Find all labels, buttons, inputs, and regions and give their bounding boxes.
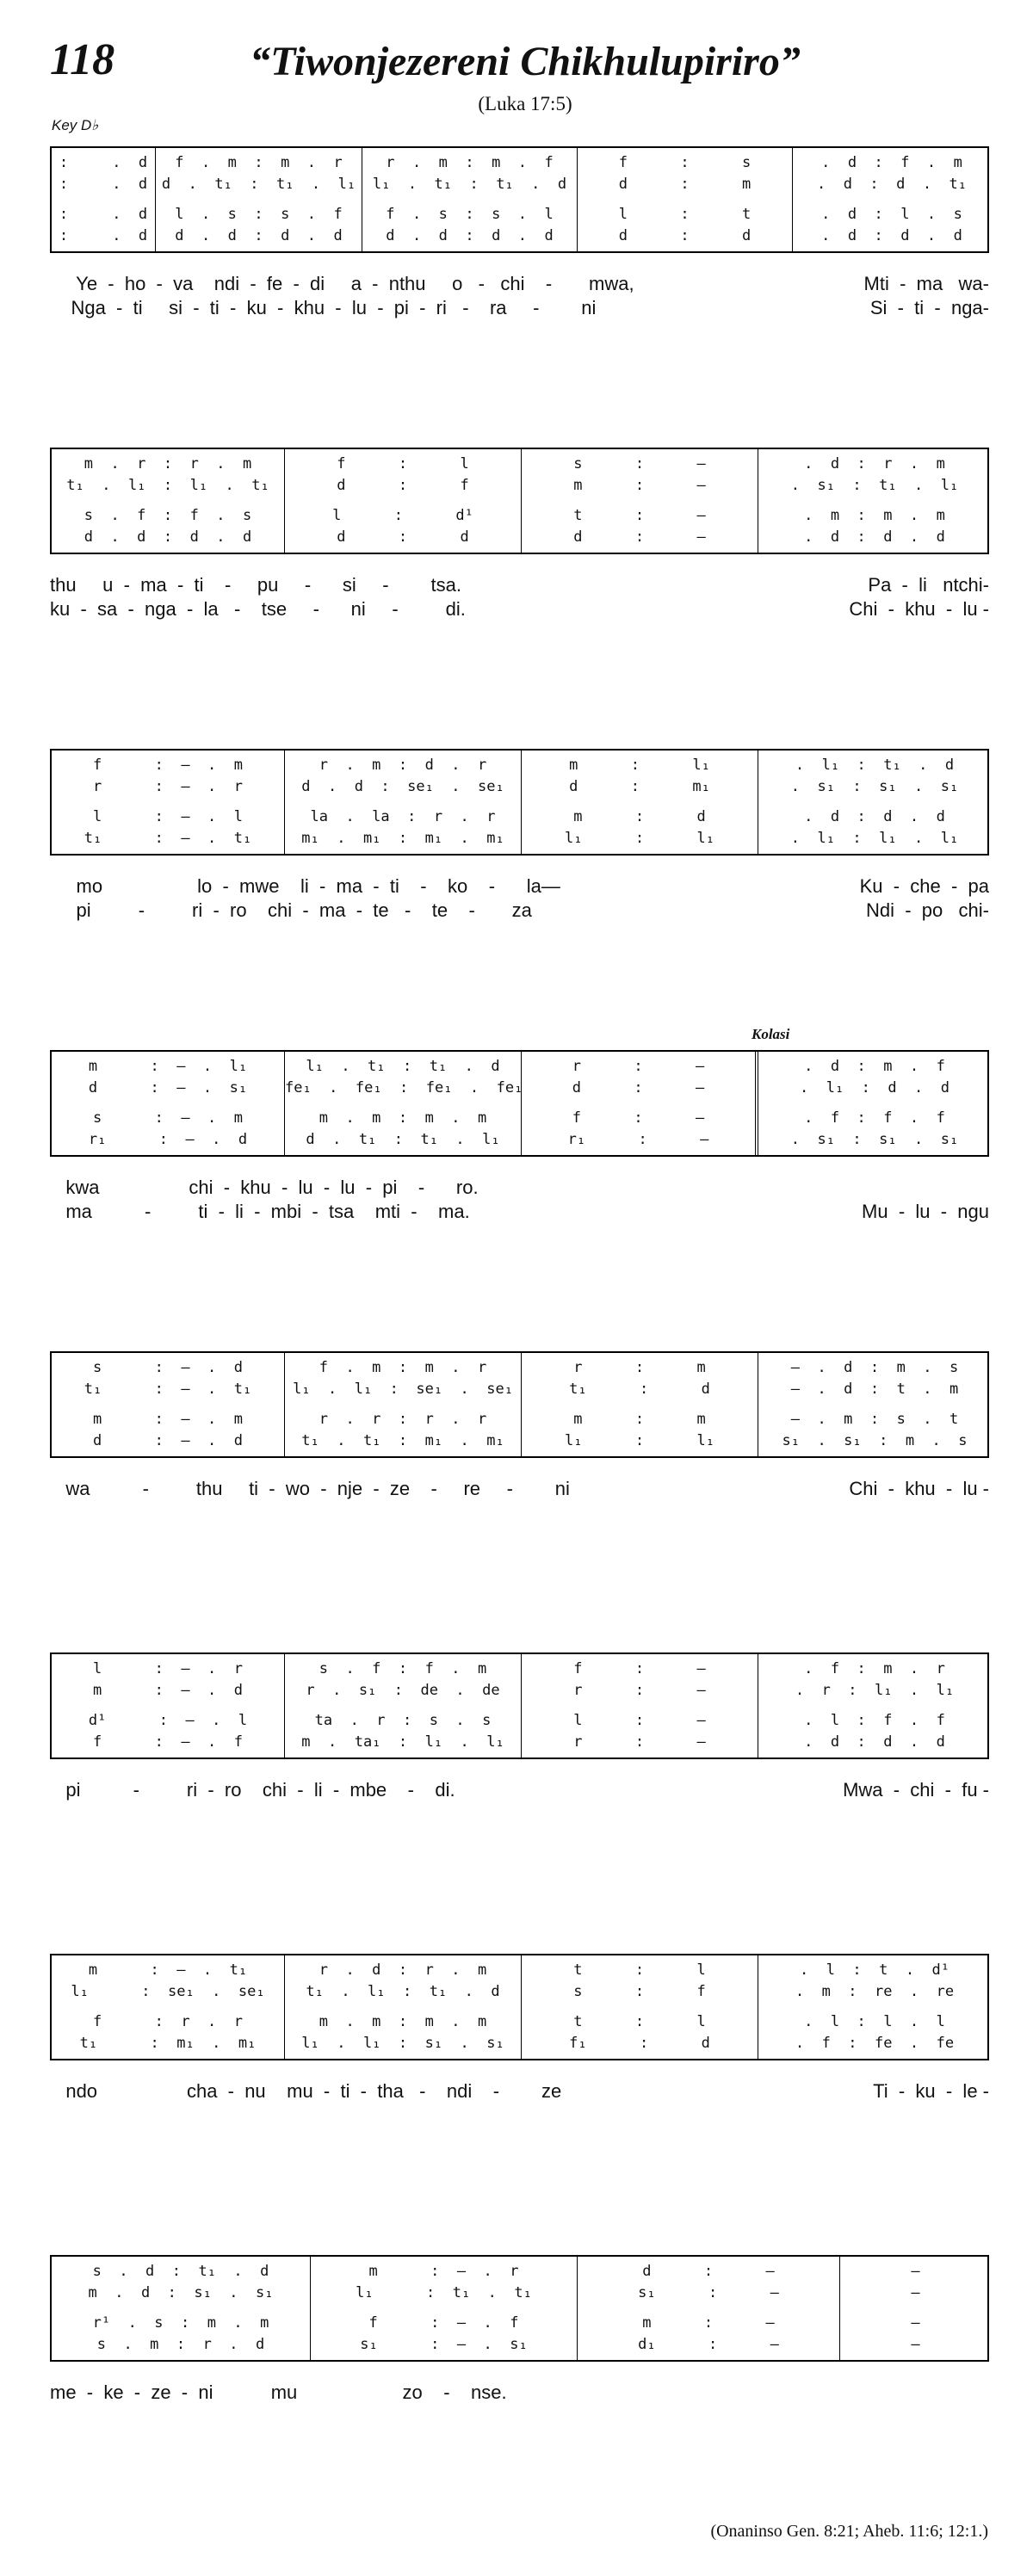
measure: [52, 751, 284, 854]
bass-part: d . d : d . d: [386, 227, 554, 244]
soprano-part: —: [911, 2263, 920, 2280]
staff-box: [50, 448, 989, 554]
soprano-part: s : – . d: [93, 1359, 243, 1376]
measure: [284, 1353, 521, 1456]
measure: [839, 2257, 991, 2360]
measure: [521, 449, 758, 553]
alto-part: t₁ . l₁ : l₁ . t₁: [66, 477, 269, 494]
tenor-part: l : d¹: [332, 507, 473, 524]
soprano-part: m : – . l₁: [88, 1058, 248, 1075]
measure: [284, 1052, 521, 1155]
lyric-pickup: Si - ti - nga-: [869, 297, 989, 318]
tenor-part: r . r : r . r: [319, 1411, 487, 1428]
measure: [521, 1353, 758, 1456]
lyric-text: thu u - ma - ti - pu - si - tsa.: [50, 574, 461, 596]
staff-box: [50, 1351, 989, 1458]
key-signature: Key D♭: [52, 117, 99, 133]
soprano-part: s . f : f . m: [319, 1660, 487, 1677]
alto-part: —: [911, 2284, 920, 2301]
bass-part: l₁ : l₁: [565, 1432, 714, 1449]
lyric-line: [50, 1176, 989, 1200]
alto-part: s₁ : —: [638, 2284, 779, 2301]
measure: [52, 148, 155, 251]
soprano-part: r . m : m . f: [386, 154, 554, 171]
soprano-part: r . m : d . r: [319, 757, 487, 774]
measure: [577, 148, 792, 251]
lyric-text: ku - sa - nga - la - tse - ni - di.: [50, 598, 466, 620]
tenor-part: . f : f . f: [804, 1109, 945, 1127]
lyric-pickup: Mwa - chi - fu -: [843, 1779, 989, 1801]
measure: [758, 1353, 991, 1456]
soprano-part: f . m : m . r: [319, 1359, 487, 1376]
soprano-part: m : l₁: [569, 757, 710, 774]
soprano-part: t : l: [573, 1961, 706, 1979]
measure: [792, 148, 991, 251]
lyric-pickup: Mti - ma wa-: [863, 273, 989, 294]
staff-box: [50, 146, 989, 253]
measure: [362, 148, 577, 251]
measure: [755, 1052, 991, 1155]
measure: [155, 148, 362, 251]
alto-part: l₁ . t₁ : t₁ . d: [372, 176, 567, 193]
alto-part: d : m₁: [569, 778, 710, 795]
tenor-part: . d : l . s: [821, 206, 962, 223]
soprano-part: r : m: [573, 1359, 706, 1376]
lyrics: [50, 2079, 989, 2103]
tenor-part: m . m : m . m: [319, 2013, 487, 2030]
measure: [52, 1955, 284, 2059]
bass-part: l₁ . l₁ : s₁ . s₁: [301, 2035, 504, 2052]
bass-part: d : – . d: [93, 1432, 243, 1449]
tenor-part: d¹ : – . l: [88, 1712, 248, 1729]
lyric-text: mo lo - mwe li - ma - ti - ko - la—: [50, 875, 560, 897]
staff-box: [50, 1050, 989, 1157]
tenor-part: . m : m . m: [804, 507, 945, 524]
tenor-part: . d : d . d: [804, 808, 945, 825]
bass-part: s₁ . s₁ : m . s: [782, 1432, 968, 1449]
soprano-part: : . d: [59, 154, 148, 171]
soprano-part: f : s: [618, 154, 752, 171]
tenor-part: ta . r : s . s: [314, 1712, 492, 1729]
lyric-text: ma - ti - li - mbi - tsa mti - ma.: [50, 1201, 470, 1222]
tenor-part: m . m : m . m: [319, 1109, 487, 1127]
measure: [52, 1353, 284, 1456]
soprano-part: m : – . t₁: [88, 1961, 248, 1979]
alto-part: . d : d . t₁: [817, 176, 967, 193]
soprano-part: s . d : t₁ . d: [92, 2263, 269, 2280]
bass-part: d : —: [573, 528, 706, 546]
lyric-pickup: Chi - khu - lu -: [849, 1478, 989, 1499]
bass-part: m . ta₁ : l₁ . l₁: [301, 1733, 504, 1751]
measure: [284, 751, 521, 854]
alto-part: t₁ . l₁ : t₁ . d: [306, 1983, 500, 2000]
tenor-part: l : t: [618, 206, 752, 223]
lyric-pickup: Ndi - po chi-: [865, 899, 989, 921]
lyric-line: [50, 2381, 989, 2405]
soprano-part: r . d : r . m: [319, 1961, 487, 1979]
tenor-part: . l : f . f: [804, 1712, 945, 1729]
lyric-line: [50, 874, 989, 899]
measure: [52, 1052, 284, 1155]
measure: [758, 751, 991, 854]
soprano-part: . d : r . m: [804, 455, 945, 473]
alto-part: . s₁ : t₁ . l₁: [790, 477, 959, 494]
soprano-part: f : l: [337, 455, 469, 473]
lyric-line: [50, 272, 989, 296]
lyric-line: [50, 1200, 989, 1224]
tenor-part: f : r . r: [93, 2013, 243, 2030]
measure: [284, 1654, 521, 1757]
lyric-pickup: Ku - che - pa: [859, 875, 989, 897]
lyric-text: ndo cha - nu mu - ti - tha - ndi - ze: [50, 2080, 562, 2102]
soprano-part: d : —: [642, 2263, 775, 2280]
soprano-part: r : —: [572, 1058, 705, 1075]
alto-part: m . d : s₁ . s₁: [88, 2284, 274, 2301]
soprano-part: f . m : m . r: [175, 154, 343, 171]
alto-part: fe₁ . fe₁ : fe₁ . fe₁: [285, 1079, 523, 1096]
lyrics: [50, 573, 989, 621]
lyric-pickup: Mu - lu - ngu: [862, 1201, 989, 1222]
soprano-part: . d : m . f: [804, 1058, 945, 1075]
alto-part: : . d: [59, 176, 148, 193]
tenor-part: r¹ . s : m . m: [92, 2314, 269, 2332]
measure: [521, 1654, 758, 1757]
alto-part: d . t₁ : t₁ . l₁: [161, 176, 356, 193]
alto-part: r : —: [573, 1682, 706, 1699]
alto-part: . r : l₁ . l₁: [795, 1682, 955, 1699]
soprano-part: f : – . m: [93, 757, 243, 774]
tenor-part: f : – . f: [368, 2314, 519, 2332]
bass-part: . f : fe . fe: [795, 2035, 955, 2052]
lyric-pickup: Ti - ku - le -: [873, 2080, 989, 2102]
measure: [284, 449, 521, 553]
staff-box: [50, 2255, 989, 2362]
measure: [521, 1955, 758, 2059]
tenor-part: la . la : r . r: [310, 808, 496, 825]
lyric-line: [50, 597, 989, 621]
measure: [284, 1955, 521, 2059]
lyric-pickup: Chi - khu - lu -: [849, 598, 989, 620]
lyrics: [50, 1176, 989, 1224]
alto-part: l₁ : t₁ . t₁: [356, 2284, 532, 2301]
soprano-part: s : —: [573, 455, 706, 473]
bass-part: t₁ : – . t₁: [84, 830, 252, 847]
alto-part: l₁ . l₁ : se₁ . se₁: [293, 1381, 513, 1398]
lyric-text: me - ke - ze - ni mu zo - nse.: [50, 2381, 507, 2403]
alto-part: s : f: [573, 1983, 706, 2000]
bass-part: m₁ . m₁ : m₁ . m₁: [301, 830, 504, 847]
tenor-part: – . m : s . t: [790, 1411, 959, 1428]
alto-part: m : —: [573, 477, 706, 494]
measure: [758, 1955, 991, 2059]
lyrics: [50, 1477, 989, 1501]
staff-box: [50, 749, 989, 856]
lyric-text: wa - thu ti - wo - nje - ze - re - ni: [50, 1478, 570, 1499]
tenor-part: l . s : s . f: [175, 206, 343, 223]
song-title: “Tiwonjezereni Chikhulupiriro”: [250, 39, 801, 84]
bass-part: t₁ : m₁ . m₁: [79, 2035, 257, 2052]
staff-box: [50, 1954, 989, 2060]
alto-part: d : m: [618, 176, 752, 193]
lyrics: [50, 874, 989, 923]
bass-part: l₁ : l₁: [565, 830, 714, 847]
lyric-line: [50, 1477, 989, 1501]
bass-part: d₁ : —: [638, 2336, 779, 2353]
alto-part: . l₁ : d . d: [800, 1079, 949, 1096]
measure: [52, 449, 284, 553]
alto-part: r . s₁ : de . de: [306, 1682, 500, 1699]
bass-part: d . d : d . d: [84, 528, 252, 546]
lyrics: [50, 1778, 989, 1802]
measure: [521, 751, 758, 854]
soprano-part: . f : m . r: [804, 1660, 945, 1677]
lyric-text: Nga - ti si - ti - ku - khu - lu - pi - ri - ra - ni: [50, 297, 597, 318]
measure: [52, 1654, 284, 1757]
tenor-part: f : —: [572, 1109, 705, 1127]
tenor-part: f . s : s . l: [386, 206, 554, 223]
soprano-part: m . r : r . m: [84, 455, 252, 473]
alto-part: d : f: [337, 477, 469, 494]
bass-part: d . t₁ : t₁ . l₁: [306, 1131, 500, 1148]
tenor-part: s : – . m: [93, 1109, 243, 1127]
measure: [52, 2257, 310, 2360]
bass-part: . s₁ : s₁ . s₁: [790, 1131, 959, 1148]
tenor-part: . l : l . l: [804, 2013, 945, 2030]
bass-part: . l₁ : l₁ . l₁: [790, 830, 959, 847]
alto-part: l₁ : se₁ . se₁: [71, 1983, 265, 2000]
bass-part: d : d: [618, 227, 752, 244]
lyric-line: [50, 1778, 989, 1802]
scripture-reference: (Luka 17:5): [478, 93, 572, 114]
bass-part: . d : d . d: [804, 528, 945, 546]
alto-part: d : —: [572, 1079, 705, 1096]
lyric-text: kwa chi - khu - lu - lu - pi - ro.: [50, 1177, 479, 1198]
lyrics: [50, 2381, 989, 2405]
alto-part: – . d : t . m: [790, 1381, 959, 1398]
tenor-part: t : l: [573, 2013, 706, 2030]
bass-part: —: [911, 2336, 920, 2353]
footnote: (Onaninso Gen. 8:21; Aheb. 11:6; 12:1.): [710, 2522, 988, 2541]
tenor-part: l : —: [573, 1712, 706, 1729]
bass-part: : . d: [59, 227, 148, 244]
staff-box: [50, 1652, 989, 1759]
measure: [758, 1654, 991, 1757]
alto-part: . s₁ : s₁ . s₁: [790, 778, 959, 795]
lyric-line: [50, 899, 989, 923]
tenor-part: —: [911, 2314, 920, 2332]
alto-part: d . d : se₁ . se₁: [301, 778, 504, 795]
chorus-label: Kolasi: [752, 1026, 790, 1042]
song-number: 118: [50, 35, 115, 84]
alto-part: m : – . d: [93, 1682, 243, 1699]
tenor-part: m : —: [642, 2314, 775, 2332]
bass-part: f₁ : d: [569, 2035, 710, 2052]
bass-part: d : d: [337, 528, 469, 546]
soprano-part: f : —: [573, 1660, 706, 1677]
bass-part: r₁ : – . d: [88, 1131, 248, 1148]
measure: [577, 2257, 839, 2360]
lyric-text: Ye - ho - va ndi - fe - di a - nthu o - chi - mwa,: [50, 273, 634, 294]
tenor-part: m : d: [573, 808, 706, 825]
bass-part: d . d : d . d: [175, 227, 343, 244]
soprano-part: l₁ . t₁ : t₁ . d: [306, 1058, 500, 1075]
tenor-part: m : – . m: [93, 1411, 243, 1428]
lyric-line: [50, 573, 989, 597]
bass-part: . d : d . d: [804, 1733, 945, 1751]
tenor-part: m : m: [573, 1411, 706, 1428]
bass-part: r₁ : —: [567, 1131, 709, 1148]
alto-part: t₁ : – . t₁: [84, 1381, 252, 1398]
bass-part: r : —: [573, 1733, 706, 1751]
bass-part: t₁ . t₁ : m₁ . m₁: [301, 1432, 504, 1449]
measure: [310, 2257, 577, 2360]
bass-part: . d : d . d: [821, 227, 962, 244]
bass-part: s . m : r . d: [96, 2336, 265, 2353]
tenor-part: : . d: [59, 206, 148, 223]
measure: [758, 449, 991, 553]
soprano-part: . l₁ : t₁ . d: [795, 757, 955, 774]
alto-part: t₁ : d: [569, 1381, 710, 1398]
lyric-text: pi - ri - ro chi - ma - te - te - za: [50, 899, 532, 921]
soprano-part: m : – . r: [368, 2263, 519, 2280]
lyric-line: [50, 296, 989, 320]
alto-part: r : – . r: [93, 778, 243, 795]
lyric-text: pi - ri - ro chi - li - mbe - di.: [50, 1779, 455, 1801]
tenor-part: s . f : f . s: [84, 507, 252, 524]
alto-part: d : – . s₁: [88, 1079, 248, 1096]
measure: [521, 1052, 755, 1155]
soprano-part: – . d : m . s: [790, 1359, 959, 1376]
lyric-line: [50, 2079, 989, 2103]
soprano-part: l : – . r: [93, 1660, 243, 1677]
soprano-part: . d : f . m: [821, 154, 962, 171]
bass-part: s₁ : – . s₁: [360, 2336, 528, 2353]
alto-part: . m : re . re: [795, 1983, 955, 2000]
soprano-part: . l : t . d¹: [800, 1961, 949, 1979]
tenor-part: t : —: [573, 507, 706, 524]
lyrics: [50, 272, 989, 320]
bass-part: f : – . f: [93, 1733, 243, 1751]
tenor-part: l : – . l: [93, 808, 243, 825]
lyric-pickup: Pa - li ntchi-: [868, 574, 989, 596]
